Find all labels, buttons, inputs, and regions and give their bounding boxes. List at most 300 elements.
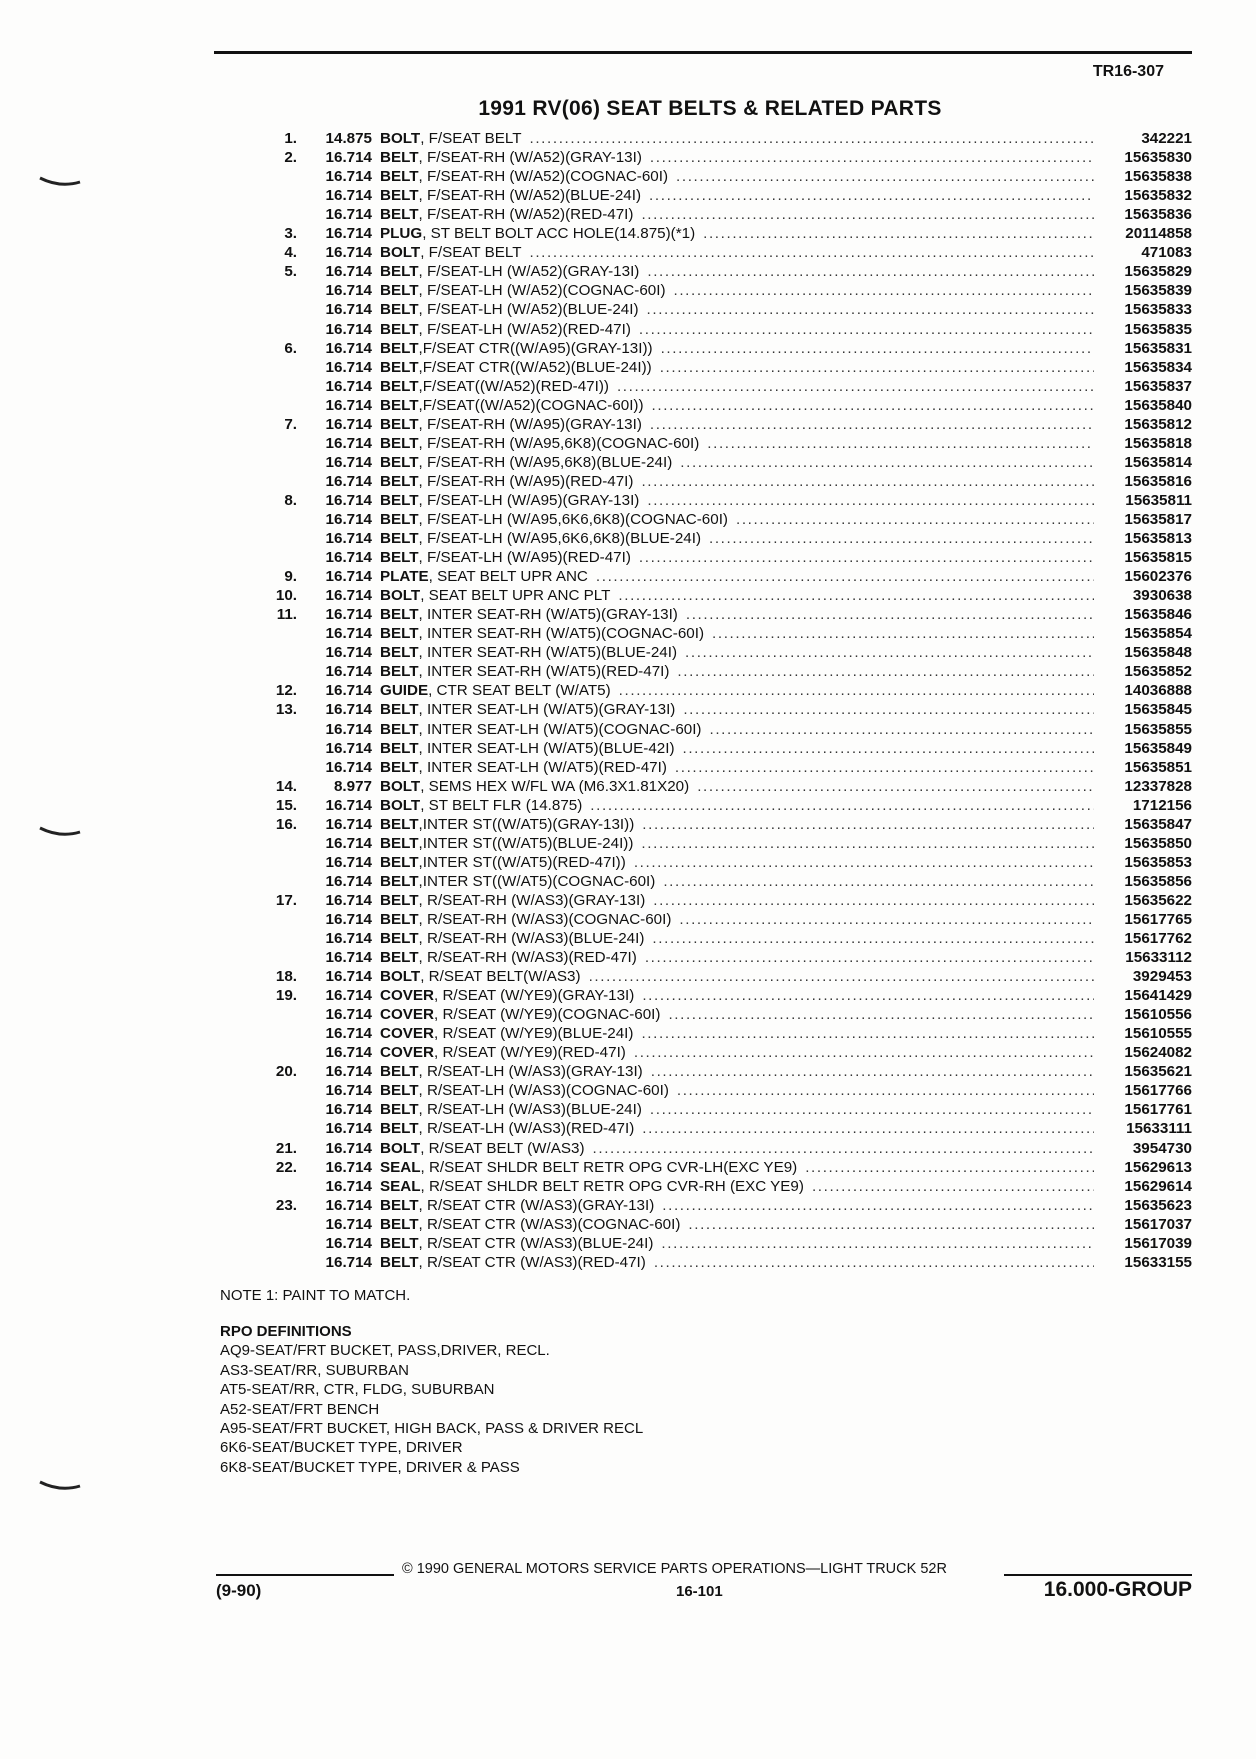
illustration-ref: 16.714 xyxy=(325,910,372,928)
page-title: 1991 RV(06) SEAT BELTS & RELATED PARTS xyxy=(478,97,942,120)
footer-copyright: © 1990 GENERAL MOTORS SERVICE PARTS OPERATIONS—LIGHT TRUCK 52R xyxy=(402,1561,947,1577)
footer-rule-right xyxy=(1004,1574,1192,1576)
illustration-ref: 16.714 xyxy=(325,358,372,376)
leader-dots xyxy=(639,549,1094,566)
illustration-ref: 16.714 xyxy=(325,530,372,548)
illustration-ref: 16.714 xyxy=(325,872,372,890)
part-description: , F/SEAT-LH (W/A95)(RED-47I) xyxy=(418,549,631,567)
part-description: , INTER SEAT-RH (W/AT5)(BLUE-24I) xyxy=(418,644,678,662)
part-description: , R/SEAT-LH (W/AS3)(RED-47I) xyxy=(418,1120,635,1138)
part-number: 15635836 xyxy=(1124,206,1192,224)
item-number: 4. xyxy=(284,244,297,262)
part-number: 15633155 xyxy=(1124,1253,1192,1271)
part-name: GUIDE xyxy=(380,682,429,700)
part-description: , SEMS HEX W/FL WA (M6.3X1.81X20) xyxy=(420,777,690,795)
illustration-ref: 16.714 xyxy=(325,301,372,319)
part-name: BELT xyxy=(380,1196,419,1214)
leader-dots xyxy=(661,340,1094,357)
illustration-ref: 16.714 xyxy=(325,834,372,852)
part-description: ,INTER ST((W/AT5)(BLUE-24I)) xyxy=(418,834,634,852)
parts-row xyxy=(240,242,1192,261)
parts-row xyxy=(240,261,1192,280)
parts-row xyxy=(240,1137,1192,1156)
illustration-ref: 16.714 xyxy=(325,510,372,528)
parts-row xyxy=(240,185,1192,204)
parts-row xyxy=(240,223,1192,242)
illustration-ref: 16.714 xyxy=(325,853,372,871)
illustration-ref: 16.714 xyxy=(325,377,372,395)
illustration-ref: 16.714 xyxy=(325,1158,372,1176)
part-name: BELT xyxy=(380,396,419,414)
part-number: 15635848 xyxy=(1124,644,1192,662)
illustration-ref: 16.714 xyxy=(325,606,372,624)
part-name: BELT xyxy=(380,758,419,776)
part-name: BELT xyxy=(380,815,419,833)
leader-dots xyxy=(650,1101,1094,1118)
part-number: 15635846 xyxy=(1124,606,1192,624)
part-name: BOLT xyxy=(380,796,421,814)
part-name: BELT xyxy=(380,606,419,624)
part-name: BELT xyxy=(380,949,419,967)
leader-dots xyxy=(679,911,1094,928)
parts-row xyxy=(240,128,1192,147)
part-description: , F/SEAT BELT xyxy=(420,130,522,148)
part-description: , INTER SEAT-RH (W/AT5)(GRAY-13I) xyxy=(418,606,678,624)
item-number: 10. xyxy=(275,587,297,605)
part-number: 15617762 xyxy=(1124,930,1192,948)
illustration-ref: 16.714 xyxy=(325,225,372,243)
part-description: , R/SEAT CTR (W/AS3)(BLUE-24I) xyxy=(418,1234,654,1252)
part-description: , R/SEAT (W/YE9)(RED-47I) xyxy=(434,1044,626,1062)
leader-dots xyxy=(596,568,1094,585)
item-number: 19. xyxy=(275,987,297,1005)
leader-dots xyxy=(686,606,1094,623)
illustration-ref: 16.714 xyxy=(325,1063,372,1081)
part-description: , F/SEAT BELT xyxy=(420,244,522,262)
item-number: 15. xyxy=(275,796,297,814)
parts-row xyxy=(240,547,1192,566)
part-name: BOLT xyxy=(380,130,421,148)
part-number: 15629613 xyxy=(1124,1158,1192,1176)
leader-dots xyxy=(530,244,1095,261)
part-number: 15635845 xyxy=(1124,701,1192,719)
parts-row xyxy=(240,966,1192,985)
part-description: , R/SEAT-RH (W/AS3)(RED-47I) xyxy=(418,949,637,967)
part-number: 15635622 xyxy=(1124,891,1192,909)
part-name: BOLT xyxy=(380,587,421,605)
part-description: , R/SEAT-RH (W/AS3)(COGNAC-60I) xyxy=(418,910,672,928)
illustration-ref: 16.714 xyxy=(325,1082,372,1100)
part-name: BELT xyxy=(380,930,419,948)
parts-row xyxy=(240,738,1192,757)
part-name: BELT xyxy=(380,1082,419,1100)
part-name: BELT xyxy=(380,453,419,471)
illustration-ref: 16.714 xyxy=(325,739,372,757)
item-number: 5. xyxy=(284,263,297,281)
part-name: SEAL xyxy=(380,1158,421,1176)
part-description: , INTER SEAT-LH (W/AT5)(RED-47I) xyxy=(418,758,667,776)
leader-dots xyxy=(675,759,1094,776)
part-description: , F/SEAT-LH (W/A52)(GRAY-13I) xyxy=(418,263,640,281)
parts-row xyxy=(240,890,1192,909)
illustration-ref: 16.714 xyxy=(325,187,372,205)
part-name: BELT xyxy=(380,663,419,681)
parts-row xyxy=(240,1099,1192,1118)
illustration-ref: 16.714 xyxy=(325,1215,372,1233)
parts-row xyxy=(240,299,1192,318)
leader-dots xyxy=(683,740,1095,757)
parts-row xyxy=(240,623,1192,642)
part-name: BELT xyxy=(380,491,419,509)
part-description: ,F/SEAT CTR((W/A95)(GRAY-13I)) xyxy=(418,339,653,357)
item-number: 9. xyxy=(284,568,297,586)
parts-row xyxy=(240,661,1192,680)
leader-dots xyxy=(707,435,1094,452)
part-number: 20114858 xyxy=(1125,225,1192,243)
part-name: BELT xyxy=(380,530,419,548)
part-description: , INTER SEAT-LH (W/AT5)(GRAY-13I) xyxy=(418,701,676,719)
part-description: ,F/SEAT CTR((W/A52)(BLUE-24I)) xyxy=(418,358,652,376)
rpo-item: AQ9-SEAT/FRT BUCKET, PASS,DRIVER, RECL. xyxy=(220,1342,550,1360)
parts-row xyxy=(240,1061,1192,1080)
illustration-ref: 16.714 xyxy=(325,206,372,224)
part-name: BELT xyxy=(380,1253,419,1271)
part-number: 15635840 xyxy=(1124,396,1192,414)
parts-row xyxy=(240,757,1192,776)
leader-dots xyxy=(618,587,1094,604)
parts-row xyxy=(240,1233,1192,1252)
part-description: , SEAT BELT UPR ANC PLT xyxy=(420,587,611,605)
parts-row xyxy=(240,1004,1192,1023)
item-number: 16. xyxy=(275,815,297,833)
part-description: ,F/SEAT((W/A52)(RED-47I)) xyxy=(418,377,609,395)
illustration-ref: 16.714 xyxy=(325,663,372,681)
rpo-title: RPO DEFINITIONS xyxy=(220,1323,352,1340)
leader-dots xyxy=(709,530,1094,547)
part-name: BELT xyxy=(380,187,419,205)
part-number: 15635854 xyxy=(1124,625,1192,643)
part-name: BELT xyxy=(380,1063,419,1081)
item-number: 2. xyxy=(284,149,297,167)
leader-dots xyxy=(685,644,1094,661)
part-description: , R/SEAT CTR (W/AS3)(GRAY-13I) xyxy=(418,1196,655,1214)
rpo-item: AS3-SEAT/RR, SUBURBAN xyxy=(220,1361,409,1379)
part-number: 15635829 xyxy=(1124,263,1192,281)
illustration-ref: 16.714 xyxy=(325,949,372,967)
part-description: , F/SEAT-RH (W/A95)(RED-47I) xyxy=(418,472,634,490)
part-number: 15635815 xyxy=(1124,549,1192,567)
part-name: BELT xyxy=(380,872,419,890)
part-name: BELT xyxy=(380,472,419,490)
part-number: 15635623 xyxy=(1124,1196,1192,1214)
item-number: 18. xyxy=(275,968,297,986)
part-description: , CTR SEAT BELT (W/AT5) xyxy=(428,682,611,700)
part-number: 15629614 xyxy=(1124,1177,1192,1195)
page-number: 16-101 xyxy=(676,1583,723,1600)
illustration-ref: 16.714 xyxy=(325,682,372,700)
part-number: 342221 xyxy=(1141,130,1192,148)
illustration-ref: 16.714 xyxy=(325,339,372,357)
parts-row xyxy=(240,204,1192,223)
illustration-ref: 16.714 xyxy=(325,263,372,281)
leader-dots xyxy=(634,854,1094,871)
illustration-ref: 16.714 xyxy=(325,1234,372,1252)
parts-row xyxy=(240,928,1192,947)
part-number: 3930638 xyxy=(1132,587,1192,605)
part-number: 15635850 xyxy=(1124,834,1192,852)
parts-row xyxy=(240,376,1192,395)
parts-row xyxy=(240,566,1192,585)
illustration-ref: 16.714 xyxy=(325,1177,372,1195)
item-number: 23. xyxy=(275,1196,297,1214)
part-number: 15635812 xyxy=(1124,415,1192,433)
part-number: 15635811 xyxy=(1125,491,1192,509)
part-name: BELT xyxy=(380,339,419,357)
parts-row xyxy=(240,528,1192,547)
part-description: , R/SEAT-RH (W/AS3)(GRAY-13I) xyxy=(418,891,646,909)
rpo-definitions xyxy=(220,1322,643,1477)
leader-dots xyxy=(677,1082,1094,1099)
leader-dots xyxy=(703,225,1094,242)
part-name: BELT xyxy=(380,168,419,186)
illustration-ref: 16.714 xyxy=(325,472,372,490)
item-number: 6. xyxy=(284,339,297,357)
part-name: BELT xyxy=(380,834,419,852)
leader-dots xyxy=(589,968,1094,985)
part-number: 1712156 xyxy=(1132,796,1192,814)
part-number: 14036888 xyxy=(1124,682,1192,700)
part-name: BELT xyxy=(380,149,419,167)
part-number: 15624082 xyxy=(1124,1044,1192,1062)
rpo-list xyxy=(220,1341,643,1477)
part-name: BOLT xyxy=(380,777,421,795)
part-description: , INTER SEAT-RH (W/AT5)(COGNAC-60I) xyxy=(418,625,705,643)
parts-row xyxy=(240,776,1192,795)
part-description: , F/SEAT-LH (W/A95,6K6,6K8)(COGNAC-60I) xyxy=(418,510,728,528)
leader-dots xyxy=(647,263,1094,280)
rpo-item: A52-SEAT/FRT BENCH xyxy=(220,1400,380,1418)
illustration-ref: 16.714 xyxy=(325,891,372,909)
part-name: BELT xyxy=(380,206,419,224)
part-description: , F/SEAT-RH (W/A52)(COGNAC-60I) xyxy=(418,168,669,186)
leader-dots xyxy=(617,378,1094,395)
part-number: 15617761 xyxy=(1124,1101,1192,1119)
header-rule xyxy=(214,51,1192,54)
illustration-ref: 16.714 xyxy=(325,1101,372,1119)
parts-row xyxy=(240,909,1192,928)
part-description: , R/SEAT SHLDR BELT RETR OPG CVR-LH(EXC YE9) xyxy=(420,1158,798,1176)
part-number: 15635831 xyxy=(1124,339,1192,357)
parts-row xyxy=(240,433,1192,452)
illustration-ref: 16.714 xyxy=(325,1006,372,1024)
item-number: 8. xyxy=(284,491,297,509)
leader-dots xyxy=(645,949,1094,966)
parts-row xyxy=(240,585,1192,604)
leader-dots xyxy=(647,301,1094,318)
illustration-ref: 16.714 xyxy=(325,453,372,471)
part-number: 15635817 xyxy=(1124,510,1192,528)
illustration-ref: 16.714 xyxy=(325,1139,372,1157)
parts-row xyxy=(240,1157,1192,1176)
part-name: PLUG xyxy=(380,225,423,243)
part-description: , F/SEAT-LH (W/A95,6K6,6K8)(BLUE-24I) xyxy=(418,530,701,548)
illustration-ref: 14.875 xyxy=(325,130,372,148)
illustration-ref: 16.714 xyxy=(325,758,372,776)
item-number: 21. xyxy=(275,1139,297,1157)
leader-dots xyxy=(641,206,1094,223)
part-name: COVER xyxy=(380,1044,435,1062)
parts-row xyxy=(240,1195,1192,1214)
leader-dots xyxy=(651,1063,1094,1080)
part-description: , F/SEAT-LH (W/A52)(COGNAC-60I) xyxy=(418,282,666,300)
leader-dots xyxy=(652,930,1094,947)
part-name: BELT xyxy=(380,415,419,433)
part-number: 15635814 xyxy=(1124,453,1192,471)
part-name: BELT xyxy=(380,853,419,871)
parts-row xyxy=(240,642,1192,661)
part-number: 15635818 xyxy=(1124,434,1192,452)
parts-row xyxy=(240,1214,1192,1233)
parts-row xyxy=(240,814,1192,833)
document-code: TR16-307 xyxy=(1092,63,1164,80)
part-number: 15635621 xyxy=(1124,1063,1192,1081)
part-name: BELT xyxy=(380,891,419,909)
item-number: 11. xyxy=(276,606,297,624)
part-number: 15633111 xyxy=(1126,1120,1192,1138)
leader-dots xyxy=(660,359,1094,376)
part-description: ,INTER ST((W/AT5)(COGNAC-60I) xyxy=(418,872,656,890)
part-number: 3954730 xyxy=(1132,1139,1192,1157)
leader-dots xyxy=(668,1006,1094,1023)
part-description: , R/SEAT-LH (W/AS3)(GRAY-13I) xyxy=(418,1063,643,1081)
part-number: 15610555 xyxy=(1124,1025,1192,1043)
part-name: BELT xyxy=(380,263,419,281)
punch-hole-mark-middle xyxy=(38,826,82,838)
parts-row xyxy=(240,280,1192,299)
part-name: BELT xyxy=(380,1101,419,1119)
part-description: , R/SEAT-RH (W/AS3)(BLUE-24I) xyxy=(418,930,645,948)
illustration-ref: 16.714 xyxy=(325,815,372,833)
footer-date: (9-90) xyxy=(216,1581,262,1600)
leader-dots xyxy=(805,1159,1094,1176)
illustration-ref: 16.714 xyxy=(325,587,372,605)
part-description: , INTER SEAT-LH (W/AT5)(BLUE-42I) xyxy=(418,739,675,757)
leader-dots xyxy=(676,168,1094,185)
part-description: , R/SEAT (W/YE9)(GRAY-13I) xyxy=(434,987,635,1005)
part-name: BELT xyxy=(380,358,419,376)
leader-dots xyxy=(683,701,1094,718)
leader-dots xyxy=(710,721,1095,738)
illustration-ref: 16.714 xyxy=(325,568,372,586)
parts-row xyxy=(240,852,1192,871)
illustration-ref: 16.714 xyxy=(325,644,372,662)
part-number: 15617039 xyxy=(1124,1234,1192,1252)
illustration-ref: 16.714 xyxy=(325,987,372,1005)
illustration-ref: 16.714 xyxy=(325,244,372,262)
leader-dots xyxy=(634,1044,1094,1061)
parts-row xyxy=(240,795,1192,814)
leader-dots xyxy=(688,1216,1094,1233)
part-name: BELT xyxy=(380,282,419,300)
parts-row xyxy=(240,1118,1192,1137)
parts-row xyxy=(240,471,1192,490)
illustration-ref: 16.714 xyxy=(325,282,372,300)
illustration-ref: 16.714 xyxy=(325,796,372,814)
part-name: BELT xyxy=(380,625,419,643)
leader-dots xyxy=(590,797,1094,814)
part-description: , F/SEAT-RH (W/A95,6K8)(BLUE-24I) xyxy=(418,453,673,471)
leader-dots xyxy=(642,1120,1094,1137)
part-number: 15635847 xyxy=(1124,815,1192,833)
rpo-item: 6K6-SEAT/BUCKET TYPE, DRIVER xyxy=(220,1439,463,1457)
leader-dots xyxy=(697,778,1094,795)
part-number: 15635837 xyxy=(1124,377,1192,395)
rpo-item: AT5-SEAT/RR, CTR, FLDG, SUBURBAN xyxy=(220,1381,495,1399)
item-number: 1. xyxy=(284,130,297,148)
leader-dots xyxy=(680,454,1094,471)
part-name: BELT xyxy=(380,549,419,567)
parts-row xyxy=(240,338,1192,357)
item-number: 3. xyxy=(284,225,297,243)
part-name: BELT xyxy=(380,701,419,719)
part-description: , R/SEAT CTR (W/AS3)(RED-47I) xyxy=(418,1253,646,1271)
parts-row xyxy=(240,833,1192,852)
part-description: , F/SEAT-LH (W/A52)(RED-47I) xyxy=(418,320,631,338)
illustration-ref: 16.714 xyxy=(325,415,372,433)
part-name: BELT xyxy=(380,1120,419,1138)
parts-row xyxy=(240,985,1192,1004)
part-number: 15635839 xyxy=(1124,282,1192,300)
part-name: PLATE xyxy=(380,568,429,586)
part-name: BOLT xyxy=(380,1139,421,1157)
part-number: 15635830 xyxy=(1124,149,1192,167)
item-number: 7. xyxy=(284,415,297,433)
illustration-ref: 16.714 xyxy=(325,701,372,719)
parts-row xyxy=(240,490,1192,509)
part-name: BELT xyxy=(380,739,419,757)
part-name: COVER xyxy=(380,1006,435,1024)
part-number: 15641429 xyxy=(1124,987,1192,1005)
item-number: 12. xyxy=(275,682,297,700)
leader-dots xyxy=(647,492,1094,509)
illustration-ref: 16.714 xyxy=(325,1120,372,1138)
illustration-ref: 16.714 xyxy=(325,320,372,338)
part-description: , F/SEAT-RH (W/A52)(RED-47I) xyxy=(418,206,634,224)
illustration-ref: 16.714 xyxy=(325,1025,372,1043)
part-name: SEAL xyxy=(380,1177,421,1195)
part-description: ,INTER ST((W/AT5)(GRAY-13I)) xyxy=(418,815,635,833)
parts-row xyxy=(240,318,1192,337)
illustration-ref: 16.714 xyxy=(325,434,372,452)
part-description: , R/SEAT-LH (W/AS3)(BLUE-24I) xyxy=(418,1101,642,1119)
illustration-ref: 16.714 xyxy=(325,720,372,738)
part-name: BOLT xyxy=(380,244,421,262)
parts-row xyxy=(240,947,1192,966)
illustration-ref: 16.714 xyxy=(325,396,372,414)
parts-row xyxy=(240,1252,1192,1271)
part-number: 15635849 xyxy=(1124,739,1192,757)
part-number: 15635838 xyxy=(1124,168,1192,186)
part-number: 15635816 xyxy=(1124,472,1192,490)
part-name: BELT xyxy=(380,1215,419,1233)
part-number: 15635833 xyxy=(1124,301,1192,319)
leader-dots xyxy=(650,416,1094,433)
part-description: , INTER SEAT-RH (W/AT5)(RED-47I) xyxy=(418,663,670,681)
part-description: , ST BELT FLR (14.875) xyxy=(420,796,583,814)
part-description: , R/SEAT (W/YE9)(BLUE-24I) xyxy=(434,1025,634,1043)
parts-row xyxy=(240,147,1192,166)
parts-row xyxy=(240,357,1192,376)
